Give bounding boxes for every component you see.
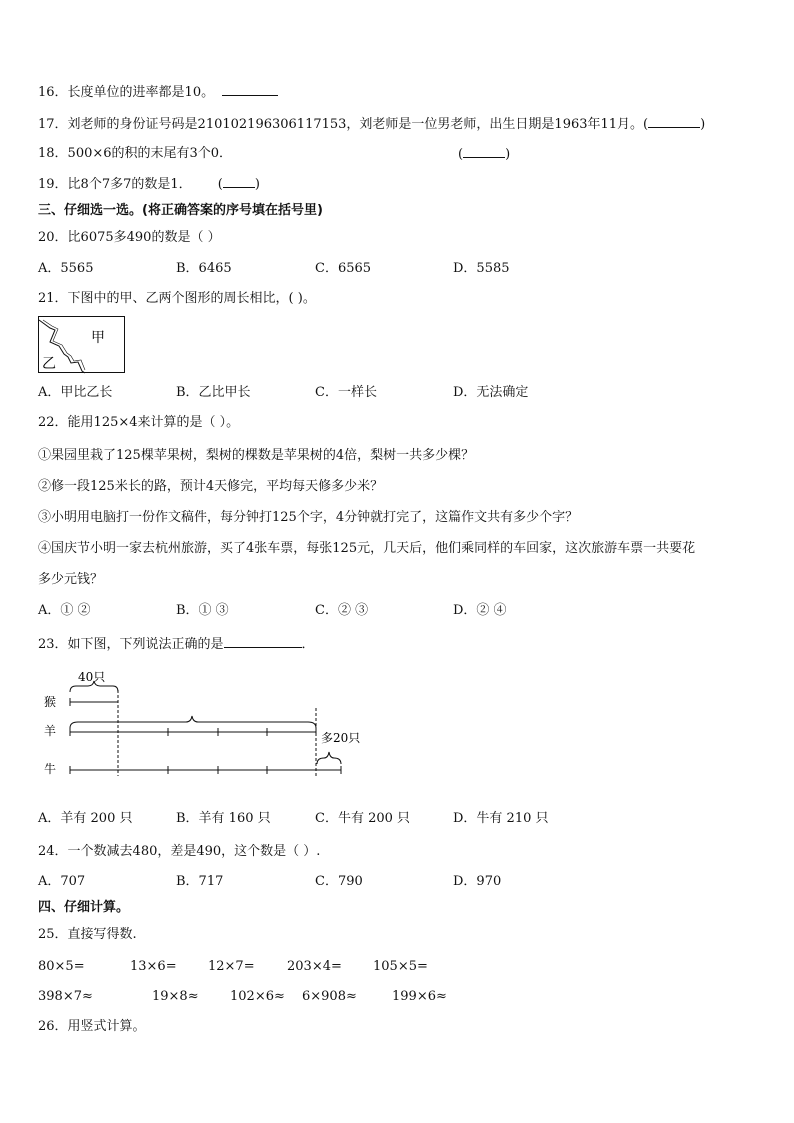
q23-option-c[interactable]: C．牛有 200 只 xyxy=(315,811,411,826)
label-jia: 甲 xyxy=(91,330,105,346)
section-3-title: 三、仔细选一选。(将正确答案的序号填在括号里) xyxy=(38,203,323,218)
extra-brace xyxy=(317,752,341,764)
question-23 xyxy=(38,635,315,654)
paren-close: ) xyxy=(700,117,706,132)
question-25-text: 25．直接写得数. xyxy=(38,927,137,942)
top-label: 40只 xyxy=(78,670,106,684)
q22-item-3: ③小明用电脑打一份作文稿件，每分钟打125个字，4分钟就打完了，这篇作文共有多少个字？ xyxy=(38,510,579,525)
q24-option-c[interactable]: C．790 xyxy=(315,874,363,889)
question-16-text: 16．长度单位的进率都是10。 xyxy=(38,85,215,100)
q21-option-d[interactable]: D．无法确定 xyxy=(453,385,529,400)
question-21-text: 21．下图中的甲、乙两个图形的周长相比，( )。 xyxy=(38,291,316,306)
question-16 xyxy=(38,83,278,102)
label-yi: 乙 xyxy=(42,356,56,372)
paren-close: ) xyxy=(505,147,511,162)
row-label-monkey: 猴 xyxy=(44,695,57,709)
q22-option-a[interactable]: A．① ② xyxy=(38,603,91,618)
question-18 xyxy=(38,145,232,163)
q23-option-a[interactable]: A．羊有 200 只 xyxy=(38,811,133,826)
q21-option-a[interactable]: A．甲比乙长 xyxy=(38,385,113,400)
question-24-text: 24．一个数减去480，差是490，这个数是（ ）. xyxy=(38,844,321,859)
q20-option-d[interactable]: D．5585 xyxy=(453,261,510,276)
answer-blank[interactable] xyxy=(224,635,302,648)
calc-item: 13×6= xyxy=(130,959,177,974)
calc-item: 6×908≈ xyxy=(302,989,357,1004)
calc-item: 80×5= xyxy=(38,959,85,974)
q23-option-b[interactable]: B．羊有 160 只 xyxy=(176,811,271,826)
perimeter-figure xyxy=(38,316,126,374)
paren-open: ( xyxy=(643,117,649,132)
row-label-cow: 牛 xyxy=(44,762,57,776)
calc-item: 398×7≈ xyxy=(38,989,93,1004)
q22-item-4-cont: 多少元钱？ xyxy=(38,572,104,587)
paren-open: ( xyxy=(458,147,464,162)
question-26-text: 26．用竖式计算。 xyxy=(38,1019,146,1034)
q20-option-c[interactable]: C．6565 xyxy=(315,261,372,276)
q22-item-4: ④国庆节小明一家去杭州旅游，买了4张车票，每张125元，几天后，他们乘同样的车回家，这次旅游车票一共要花 xyxy=(38,541,696,556)
answer-blank[interactable] xyxy=(223,175,255,188)
q22-option-c[interactable]: C．② ③ xyxy=(315,603,369,618)
q22-option-d[interactable]: D．② ④ xyxy=(453,603,507,618)
calc-item: 199×6≈ xyxy=(392,989,447,1004)
row-label-sheep: 羊 xyxy=(44,724,57,738)
question-18-text: 18．500×6的积的末尾有3个0． xyxy=(38,146,233,161)
question-20-text: 20．比6075多490的数是（ ） xyxy=(38,230,221,245)
question-19-text: 19．比8个7多7的数是1． xyxy=(38,177,192,192)
question-23-end: ． xyxy=(301,637,315,652)
question-17-text: 17．刘老师的身份证号码是210102196306117153，刘老师是一位男老师，出生日期是1963年11月。 xyxy=(38,117,644,132)
answer-blank[interactable] xyxy=(463,145,505,158)
q24-option-d[interactable]: D．970 xyxy=(453,874,502,889)
question-23-text: 23．如下图，下列说法正确的是 xyxy=(38,637,224,652)
q24-option-a[interactable]: A．707 xyxy=(38,874,86,889)
question-19 xyxy=(38,175,260,194)
paren-open: ( xyxy=(217,177,223,192)
section-4-title: 四、仔细计算。 xyxy=(38,900,130,915)
q23-option-d[interactable]: D．牛有 210 只 xyxy=(453,811,549,826)
q20-option-b[interactable]: B．6465 xyxy=(176,261,232,276)
q22-item-2: ②修一段125米长的路，预计4天修完，平均每天修多少米？ xyxy=(38,479,384,494)
q21-option-c[interactable]: C．一样长 xyxy=(315,385,377,400)
answer-blank[interactable] xyxy=(222,83,278,96)
calc-item: 105×5= xyxy=(373,959,428,974)
calc-item: 19×8≈ xyxy=(152,989,199,1004)
calc-item: 102×6≈ xyxy=(230,989,285,1004)
q24-option-b[interactable]: B．717 xyxy=(176,874,224,889)
question-17 xyxy=(38,115,705,134)
question-22-text: 22．能用125×4来计算的是（ ）。 xyxy=(38,415,240,430)
question-18-answer xyxy=(458,145,510,164)
q22-item-1: ①果园里栽了125棵苹果树，梨树的棵数是苹果树的4倍，梨树一共多少棵？ xyxy=(38,448,475,463)
q20-option-a[interactable]: A．5565 xyxy=(38,261,94,276)
sheep-brace xyxy=(70,716,316,728)
answer-blank[interactable] xyxy=(648,115,700,128)
comparison-diagram xyxy=(38,668,378,780)
calc-item: 203×4= xyxy=(287,959,342,974)
calc-item: 12×7= xyxy=(208,959,255,974)
q22-option-b[interactable]: B．① ③ xyxy=(176,603,229,618)
paren-close: ) xyxy=(254,177,260,192)
q21-option-b[interactable]: B．乙比甲长 xyxy=(176,385,251,400)
extra-label: 多20只 xyxy=(321,731,361,745)
